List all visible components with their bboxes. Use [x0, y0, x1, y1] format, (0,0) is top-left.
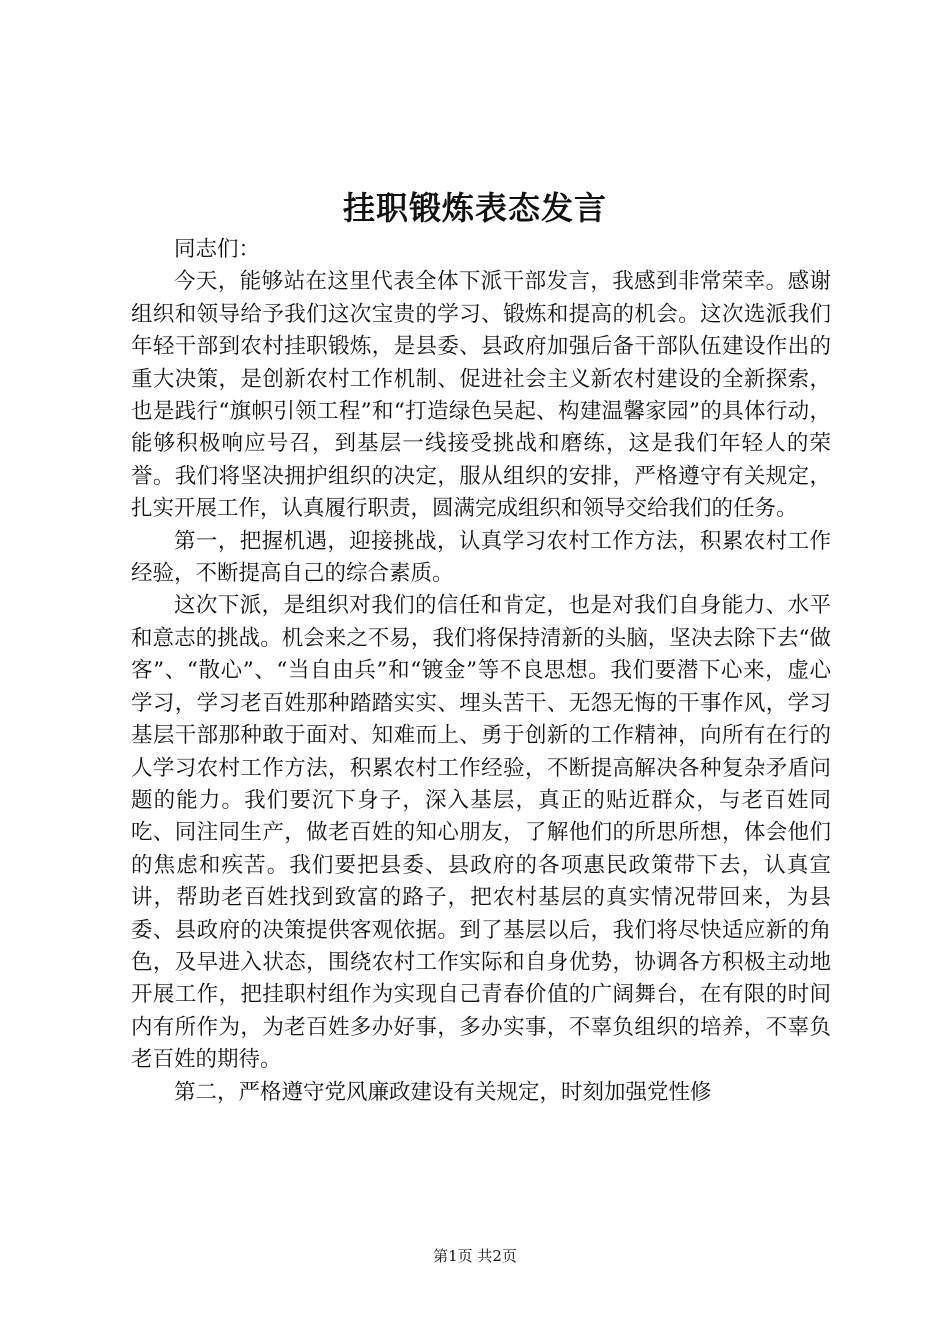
body-paragraph: 第二，严格遵守党风廉政建设有关规定，时刻加强党性修	[174, 1079, 712, 1105]
body-paragraph: 今天，能够站在这里代表全体下派干部发言，我感到非常荣幸。感谢组织和领导给予我们这次宝贵的学习、锻炼和提高的机会。这次选派我们年轻干部到农村挂职锻炼，是县委、县政府加强后备干部队伍建设作出的重大决策，是创新农村工作机制、促进社会主义新农村建设的全新探索，也是践行“旗帜引领工程”和“打造绿色吴起、构建温馨家园”的具体行动，能够积极响应号召，到基层一线接受挑战和磨练，这是我们年轻人的荣誉。我们将坚决拥护组织的决定，服从组织的安排，严格遵守有关规定，扎实开展工作，认真履行职责，圆满完成组织和领导交给我们的任务。	[131, 269, 831, 522]
body-paragraph: 第一，把握机遇，迎接挑战，认真学习农村工作方法，积累农村工作经验，不断提高自己的综合素质。	[131, 528, 831, 587]
salutation-paragraph: 同志们：	[174, 237, 261, 262]
page-number-footer: 第1页 共2页	[433, 1247, 517, 1265]
body-paragraph: 这次下派，是组织对我们的信任和肯定，也是对我们自身能力、水平和意志的挑战。机会来之不易，我们将保持清新的头脑，坚决去除下去“做客”、“散心”、“当自由兵”和“镀金”等不良思想。我们要潜下心来，虚心学习，学习老百姓那种踏踏实实、埋头苦干、无怨无悔的干事作风，学习基层干部那种敢于面对、知难而上、勇于创新的工作精神，向所有在行的人学习农村工作方法，积累农村工作经验，不断提高解决各种复杂矛盾问题的能力。我们要沉下身子，深入基层，真正的贴近群众，与老百姓同吃、同注同生产，做老百姓的知心朋友，了解他们的所思所想，体会他们的焦虑和疾苦。我们要把县委、县政府的各项惠民政策带下去，认真宣讲，帮助老百姓找到致富的路子，把农村基层的真实情况带回来，为县委、县政府的决策提供客观依据。到了基层以后，我们将尽快适应新的角色，及早进入状态，围绕农村工作实际和自身优势，协调各方积极主动地开展工作，把挂职村组作为实现自己青春价值的广阔舞台，在有限的时间内有所作为，为老百姓多办好事，多办实事，不辜负组织的培养，不辜负老百姓的期待。	[131, 593, 831, 1073]
document-title: 挂职锻炼表态发言	[342, 189, 607, 227]
document-body	[131, 234, 831, 1109]
